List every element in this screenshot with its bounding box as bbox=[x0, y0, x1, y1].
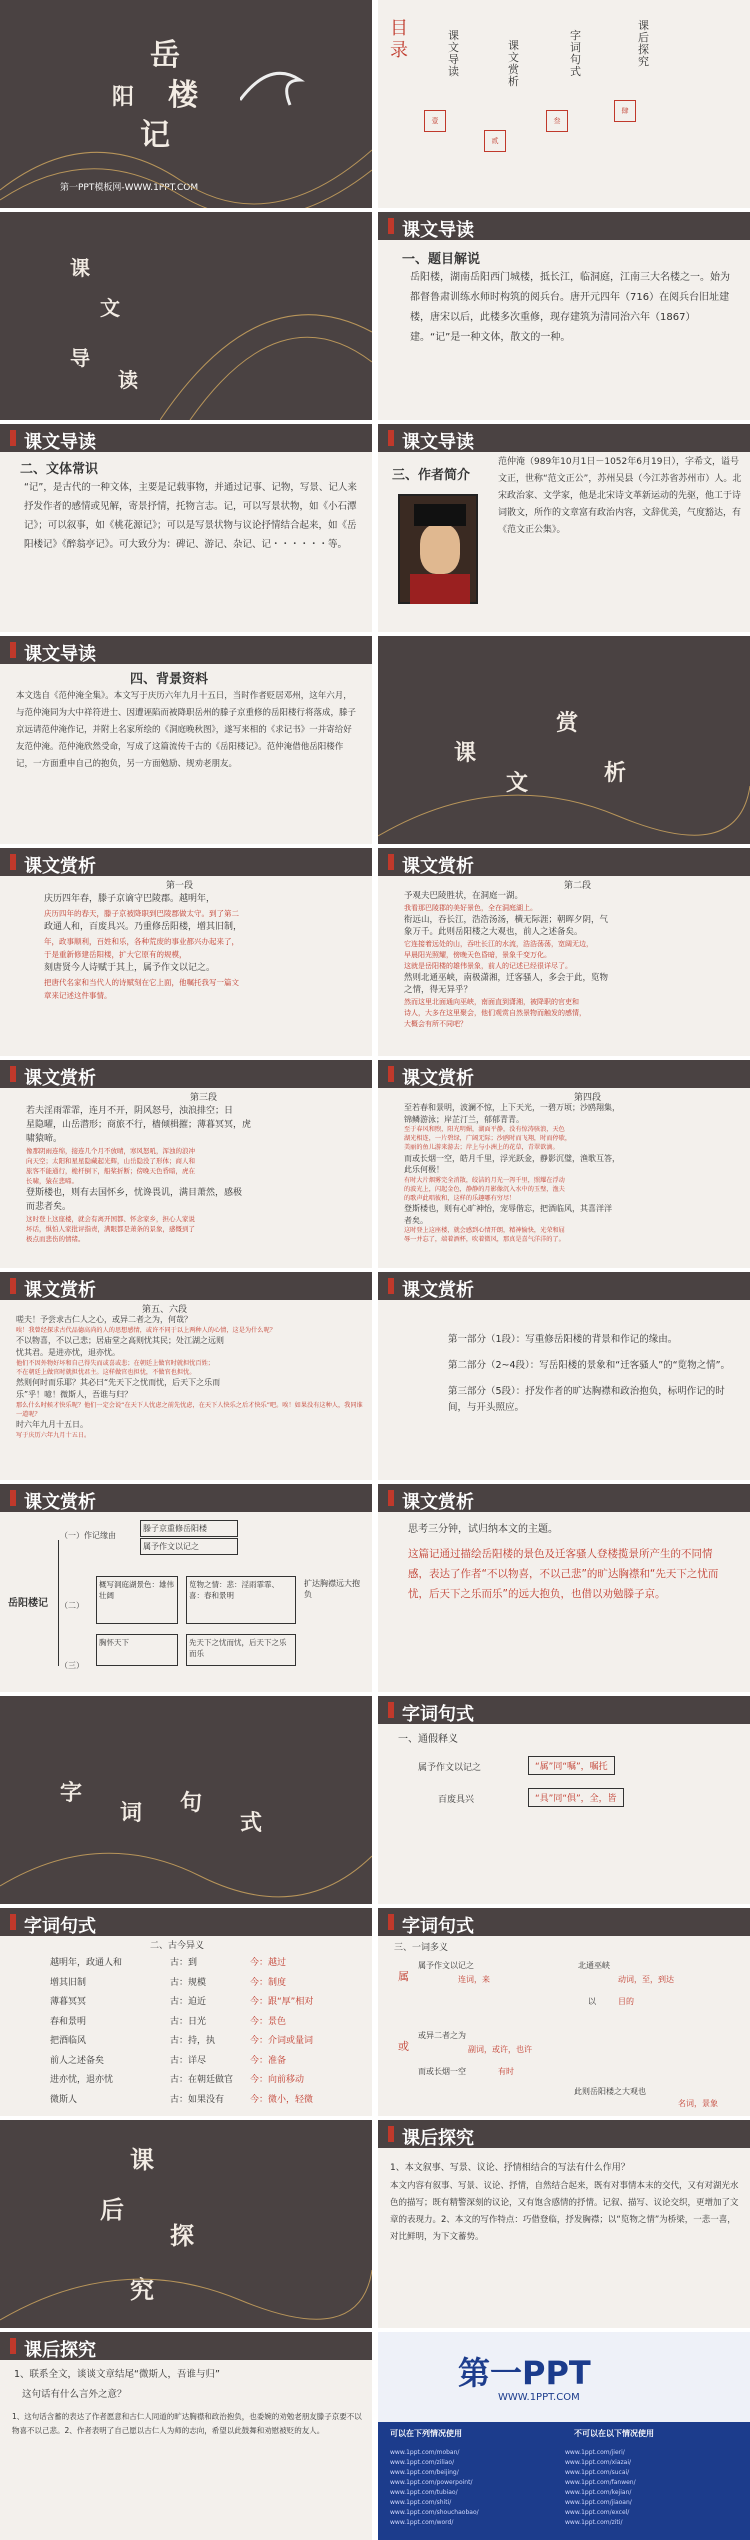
note-line: 至于春风和煦，阳光明媚，湖面平静，没有惊涛骇浪，天色 bbox=[404, 1126, 565, 1133]
row-modern: 今：制度 bbox=[250, 1977, 287, 1988]
slide-12[interactable] bbox=[378, 1060, 750, 1268]
row-modern: 今：准备 bbox=[250, 2055, 287, 2066]
answer-text: 1、这句话含蓄的表达了作者愿意和古仁人同道的旷达胸襟和政治抱负，也委婉的劝勉老朋友滕子京要不以物喜不以己悲。2、作者表明了自己愿以古仁人为师的志向，希望以此鼓舞和劝慰被贬的友人。 bbox=[12, 2412, 362, 2435]
text-line: 刻唐贤今人诗赋于其上，属予作文以记之。 bbox=[44, 963, 216, 973]
paragraph-heading: 第四段 bbox=[574, 1093, 602, 1103]
slide-header bbox=[378, 848, 750, 876]
note-line: 那么什么时候才快乐呢？他们一定会说“在天下人忧虑之前先忧虑，在天下人快乐之后才快乐”吧。唉！如果没有这种人，我同谁一道呢？ bbox=[16, 1402, 363, 1418]
note-line: 早晨阳光照耀，傍晚天色昏暗，景象千变万化。 bbox=[404, 950, 551, 959]
row-modern: 今：向前移动 bbox=[250, 2075, 305, 2085]
note-line: 像那阴雨连绵，接连几个月不放晴，寒风怒吼，浑浊的浪冲 bbox=[26, 1147, 195, 1155]
link[interactable]: www.1ppt.com/word/ bbox=[390, 2519, 454, 2526]
header-title: 课文导读 bbox=[24, 432, 96, 453]
slide-14[interactable] bbox=[378, 1272, 750, 1480]
text-line: 而悲者矣。 bbox=[26, 1202, 72, 1212]
title-char: 阳 bbox=[112, 84, 135, 110]
mindmap-branch: （二） bbox=[60, 1601, 84, 1610]
slide-1-cover[interactable] bbox=[0, 0, 372, 208]
section-heading: 三、一词多义 bbox=[394, 1943, 449, 1953]
structure-part: 第二部分（2~4段）：写岳阳楼的景象和“迁客骚人”的“览物之情”。 bbox=[448, 1360, 730, 1371]
slide-23[interactable] bbox=[0, 2332, 372, 2540]
slide-6[interactable] bbox=[378, 424, 750, 632]
link[interactable]: www.1ppt.com/xiazai/ bbox=[565, 2459, 632, 2466]
text-line: 乐”乎！噫！微斯人，吾谁与归？ bbox=[16, 1390, 133, 1399]
slide-8-section[interactable] bbox=[378, 636, 750, 844]
polysemy-meaning: 连词，来 bbox=[458, 1975, 490, 1984]
slide-2-toc[interactable] bbox=[378, 0, 750, 208]
header-title: 课文赏析 bbox=[24, 856, 96, 877]
link[interactable]: www.1ppt.com/excel/ bbox=[565, 2509, 630, 2516]
row-sentence: 春和景明 bbox=[50, 2016, 87, 2027]
toc-badge: 贰 bbox=[484, 130, 506, 152]
title-char: 记 bbox=[140, 118, 170, 153]
body-text: 岳阳楼，湖南岳阳西门城楼，抵长江，临洞庭，江南三大名楼之一。始为都督鲁肃训练水师时构筑的阅兵台。唐开元四年（716）在阅兵台旧址建楼，唐宋以后，此楼多次重修，现存建筑为清同治六年（1867）建。“记”是一种文体，散文的一种。 bbox=[410, 272, 730, 343]
note-line: 向天空；太阳和星星隐藏起光辉，山岳隐没了形体；商人和 bbox=[26, 1157, 195, 1165]
note-line: 坏话，惧怕人家批评指责，满眼都是萧条的景象，感慨到了 bbox=[26, 1225, 195, 1233]
link[interactable]: www.1ppt.com/ziti/ bbox=[565, 2519, 623, 2526]
toc-title: 目录 bbox=[390, 18, 408, 61]
polysemy-sentence: 或异二者之为 bbox=[418, 2031, 466, 2040]
panel-heading-left: 可以在下列情况使用 bbox=[390, 2429, 462, 2438]
text-line: 不以物喜，不以己悲；居庙堂之高则忧其民；处江湖之远则 bbox=[16, 1336, 224, 1345]
slide-header bbox=[378, 1696, 750, 1724]
mindmap-node: 胸怀天下 bbox=[96, 1634, 178, 1666]
link[interactable]: www.1ppt.com/beijing/ bbox=[390, 2469, 459, 2476]
polysemy-meaning: 动词，至，到达 bbox=[618, 1975, 674, 1984]
text-line: 嗟夫！予尝求古仁人之心，或异二者之为，何哉？ bbox=[16, 1315, 192, 1324]
mindmap-node: 览物之情：悲：淫雨霏霏、喜：春和景明 bbox=[186, 1576, 296, 1624]
wave-decoration-icon bbox=[0, 2230, 372, 2328]
title-char: 楼 bbox=[168, 78, 198, 113]
note-line: 把唐代名家和当代人的诗赋刻在它上面，他嘱托我写一篇文 bbox=[44, 978, 239, 987]
polysemy-sentence: 属予作文以记之 bbox=[418, 1961, 474, 1970]
paragraph-heading: 第一段 bbox=[166, 881, 194, 891]
table-row bbox=[50, 1954, 313, 1974]
text-line: 予观夫巴陵胜状，在洞庭一湖。 bbox=[404, 891, 524, 901]
section-heading: 三、作者简介 bbox=[392, 468, 471, 483]
slide-3-section[interactable] bbox=[0, 212, 372, 420]
text-line: 忧其君。是进亦忧，退亦忧。 bbox=[16, 1348, 120, 1357]
mindmap-node: 滕子京重修岳阳楼 bbox=[140, 1520, 238, 1537]
slide-24-ad[interactable] bbox=[378, 2332, 750, 2540]
section-char: 课 bbox=[70, 256, 90, 280]
slide-20[interactable] bbox=[378, 1908, 750, 2116]
mindmap-node: 属予作文以记之 bbox=[140, 1538, 238, 1555]
toc-item-1[interactable]: 课文导读 bbox=[448, 29, 459, 78]
text-line: 之情，得无异乎？ bbox=[404, 985, 473, 995]
link[interactable]: www.1ppt.com/ziliao/ bbox=[390, 2459, 455, 2466]
section-heading: 一、题目解说 bbox=[402, 252, 481, 267]
vocab-text: 百废具兴 bbox=[438, 1795, 475, 1805]
section-char: 析 bbox=[604, 760, 627, 786]
note-line: 长啸，猿在悲啼。 bbox=[26, 1177, 78, 1185]
note-line: 湖光相连，一片碧绿，广阔无际；沙鸥时而飞翔，时而停歇， bbox=[404, 1135, 572, 1143]
row-sentence: 增其旧制 bbox=[50, 1977, 87, 1988]
row-sentence: 微斯人 bbox=[50, 2094, 78, 2105]
answer-text: 本文内容有叙事、写景、议论、抒情，自然结合起来，既有对事情本末的交代，又有对湖光水色的描写；既有精警深刻的议论，又有饱含感情的抒情。记叙、描写、议论交织，更增加了文章的表现力。2、本文的写作特点：巧借登临，抒发胸襟；以“览物之情”为桥梁，一悲一喜，对比鲜明，为下文蓄势。 bbox=[390, 2181, 739, 2242]
slide-19[interactable] bbox=[0, 1908, 372, 2116]
row-ancient: 古：日光 bbox=[170, 2016, 207, 2027]
header-title: 课文赏析 bbox=[24, 1280, 96, 1301]
slide-header bbox=[378, 1908, 750, 1936]
cover-subtitle: 第一PPT模板网-WWW.1PPT.COM bbox=[60, 183, 199, 193]
body-text: 范仲淹（989年10月1日－1052年6月19日），字希文，谥号文正，世称“范文正公”，苏州吴县（今江苏省苏州市）人。北宋政治家、文学家，他是北宋诗文革新运动的先驱，他工于诗词散文，所作的文章富有政治内容，文辞优美，气度豁达，有《范文正公集》。 bbox=[498, 457, 742, 535]
text-line: 登斯楼也，则有去国怀乡，忧谗畏讥，满目萧然，感极 bbox=[26, 1188, 243, 1198]
header-title: 课文赏析 bbox=[402, 1068, 474, 1089]
polysemy-char: 或 bbox=[398, 2040, 409, 2053]
toc-item-3[interactable]: 字词句式 bbox=[570, 29, 581, 78]
text-line: 然则北通巫峡，南极潇湘，迁客骚人，多会于此，览物 bbox=[404, 972, 609, 983]
table-row bbox=[50, 1993, 313, 2013]
header-title: 课文赏析 bbox=[24, 1068, 96, 1089]
slide-header bbox=[378, 2120, 750, 2148]
mindmap-branch: （一）作记缘由 bbox=[60, 1531, 116, 1540]
row-ancient: 古：详尽 bbox=[170, 2055, 207, 2066]
question-text: 1、联系全文，谈谈文章结尾“微斯人，吾谁与归” bbox=[14, 2369, 220, 2380]
link[interactable]: www.1ppt.com/shouchaobao/ bbox=[390, 2509, 479, 2516]
note-line: 然而这里北面通向巫峡，南面直到潇湘，被降职的官吏和 bbox=[404, 997, 579, 1006]
row-sentence: 把酒临风 bbox=[50, 2036, 87, 2046]
section-char: 导 bbox=[70, 346, 90, 370]
slide-header bbox=[378, 212, 750, 240]
text-line: 而或长烟一空，皓月千里，浮光跃金，静影沉璧，渔歌互答， bbox=[404, 1153, 620, 1163]
note-line: 旅客不能通行，桅杆倒下，船桨折断；傍晚天色昏暗，虎在 bbox=[26, 1167, 195, 1175]
slide-header bbox=[0, 848, 372, 876]
slide-10[interactable] bbox=[378, 848, 750, 1056]
row-ancient: 古：如果没有 bbox=[170, 2094, 225, 2105]
slide-17-section[interactable] bbox=[0, 1696, 372, 1904]
text-line: 象万千。此则岳阳楼之大观也，前人之述备矣。 bbox=[404, 927, 583, 937]
slide-header bbox=[0, 2332, 372, 2360]
section-heading: 二、古今异义 bbox=[150, 1941, 205, 1951]
toc-badge: 肆 bbox=[614, 100, 636, 122]
note-line: 写于庆历六年九月十五日。 bbox=[16, 1432, 91, 1439]
slide-header bbox=[378, 424, 750, 452]
row-ancient: 古：到 bbox=[170, 1958, 198, 1968]
table-row bbox=[50, 2052, 313, 2072]
text-line: 衔远山，吞长江，浩浩汤汤，横无际涯；朝晖夕阴，气 bbox=[404, 914, 609, 925]
link[interactable]: www.1ppt.com/powerpoint/ bbox=[390, 2479, 473, 2486]
mindmap-node: 概写洞庭湖景色：雄伟壮阔 bbox=[96, 1576, 178, 1624]
row-modern: 今：景色 bbox=[250, 2016, 287, 2027]
wave-decoration-icon bbox=[0, 100, 372, 208]
slide-11[interactable] bbox=[0, 1060, 372, 1268]
section-heading: 四、背景资料 bbox=[130, 672, 209, 687]
section-char: 课 bbox=[454, 740, 477, 766]
text-line: 此乐何极！ bbox=[404, 1165, 444, 1175]
slide-header bbox=[378, 1060, 750, 1088]
header-title: 课文赏析 bbox=[402, 856, 474, 877]
slide-15-mindmap[interactable] bbox=[0, 1484, 372, 1692]
structure-part: 第一部分（1段）：写重修岳阳楼的背景和作记的缘由。 bbox=[448, 1334, 678, 1345]
text-line: 至若春和景明，波澜不惊，上下天光，一碧万顷；沙鸥翔集， bbox=[404, 1103, 620, 1112]
note-line: 美丽的鱼儿游来游去；岸上与小洲上的花草，青翠欲滴。 bbox=[404, 1144, 559, 1152]
section-heading: 二、文体常识 bbox=[20, 462, 99, 477]
table-row bbox=[50, 1974, 313, 1994]
note-line: 这时登上这座楼，就会感到心情开朗，精神愉快，光荣和屈 bbox=[404, 1227, 565, 1235]
note-line: 不在朝廷上做官时就担忧君主。这样做官也担忧，不做官也担忧。 bbox=[16, 1369, 196, 1376]
title-char: 岳 bbox=[150, 38, 180, 73]
note-line: 大概会有所不同吧？ bbox=[404, 1019, 467, 1028]
table-row bbox=[50, 2071, 313, 2091]
header-title: 课后探究 bbox=[24, 2340, 96, 2361]
slide-4[interactable] bbox=[378, 212, 750, 420]
link[interactable]: www.1ppt.com/jieri/ bbox=[565, 2449, 625, 2456]
note-line: 极点而悲伤的情绪。 bbox=[26, 1235, 85, 1243]
section-char: 式 bbox=[240, 1810, 263, 1836]
note-line: 辱一并忘了，端着酒杯，吹着微风，那真是喜气洋洋的了。 bbox=[404, 1236, 565, 1244]
note-line: 唉！我曾经探求古代品德高尚的人的思想感情，或许不同于以上两种人的心情，这是为什么呢？ bbox=[16, 1327, 276, 1334]
toc-item-2[interactable]: 课文赏析 bbox=[508, 39, 519, 88]
body-text: 本文选自《范仲淹全集》。本文写于庆历六年九月十五日，当时作者贬居邓州，这年六月，与范仲淹同为大中祥符进士、因遭诬陷而被降职岳州的滕子京重修的岳阳楼行将落成，滕子京远请范仲淹作记，并附上名家所绘的《洞庭晚秋图》，遂写来相的《求记书》一并寄给好友范仲淹。范仲淹欣然受命，写成了这篇流传千古的《岳阳楼记》。范仲淹借他岳阳楼作记，一方面重申自己的抱负，另一方面勉励、规劝老朋友。 bbox=[16, 691, 357, 769]
note-line: 我看那巴陵郡的美好景色，全在洞庭湖上。 bbox=[404, 903, 537, 912]
link[interactable]: www.1ppt.com/moban/ bbox=[390, 2449, 460, 2456]
header-title: 课文赏析 bbox=[402, 1280, 474, 1301]
header-title: 课文赏析 bbox=[24, 1492, 96, 1513]
section-char: 词 bbox=[120, 1800, 143, 1826]
slide-22[interactable] bbox=[378, 2120, 750, 2328]
answer-text: 这篇记通过描绘岳阳楼的景色及迁客骚人登楼揽景所产生的不同情感，表达了作者“不以物喜，不以己悲”的旷达胸襟和“先天下之忧而忧，后天下之乐而乐”的远大抱负，也借以劝勉滕子京。 bbox=[408, 1548, 719, 1600]
text-line: 若夫淫雨霏霏，连月不开，阴风怒号，浊浪排空；日 bbox=[26, 1106, 234, 1116]
section-char: 后 bbox=[100, 2195, 124, 2224]
connector bbox=[58, 1540, 59, 1666]
section-char: 文 bbox=[506, 770, 529, 796]
slide-5[interactable] bbox=[0, 424, 372, 632]
text-line: 锦鳞游泳；岸芷汀兰，郁郁青青。 bbox=[404, 1114, 524, 1124]
header-title: 字词句式 bbox=[402, 1704, 474, 1725]
row-modern: 今：越过 bbox=[250, 1958, 287, 1968]
toc-badge: 叁 bbox=[546, 110, 568, 132]
question-text: 思考三分钟，试归纳本文的主题。 bbox=[408, 1524, 558, 1535]
vocab-note: “具”同“俱”，全，皆 bbox=[528, 1788, 624, 1807]
polysemy-char: 属 bbox=[398, 1970, 409, 1983]
slide-9[interactable] bbox=[0, 848, 372, 1056]
mindmap-branch: （三） bbox=[60, 1661, 84, 1670]
text-line: 星隐曜，山岳潜形；商旅不行，樯倾楫摧；薄暮冥冥，虎 bbox=[26, 1120, 252, 1130]
text-line: 庆历四年春，滕子京谪守巴陵郡。越明年， bbox=[44, 894, 216, 904]
question-text: 这句话有什么言外之意？ bbox=[22, 2389, 127, 2400]
note-line: 年，政事顺利，百姓和乐，各种荒废的事业都兴办起来了， bbox=[44, 937, 239, 946]
polysemy-char: 以 bbox=[588, 1997, 596, 2006]
section-heading: 一、通假释义 bbox=[398, 1734, 458, 1745]
row-sentence: 薄暮冥冥 bbox=[50, 1997, 87, 2007]
note-line: 它连接着远处的山，吞吐长江的水流，浩浩荡荡，宽阔无边， bbox=[404, 939, 593, 948]
polysemy-meaning: 有时 bbox=[498, 2067, 514, 2076]
link[interactable]: www.1ppt.com/jiaoan/ bbox=[565, 2499, 632, 2506]
header-title: 字词句式 bbox=[402, 1916, 474, 1937]
slide-header bbox=[0, 1908, 372, 1936]
vocab-table bbox=[50, 1954, 313, 2110]
note-line: 章来记述这件事情。 bbox=[44, 991, 112, 1000]
slide-16[interactable] bbox=[378, 1484, 750, 1692]
row-ancient: 古：在朝廷做官 bbox=[170, 2075, 234, 2085]
text-line: 政通人和，百废具兴。乃重修岳阳楼，增其旧制， bbox=[44, 922, 243, 932]
polysemy-meaning: 目的 bbox=[618, 1997, 634, 2006]
slide-header bbox=[378, 1272, 750, 1300]
slide-header bbox=[0, 1484, 372, 1512]
paragraph-heading: 第五、六段 bbox=[142, 1305, 188, 1315]
link[interactable]: www.1ppt.com/shiti/ bbox=[390, 2499, 452, 2506]
panel-heading-right: 不可以在以下情况使用 bbox=[574, 2429, 654, 2438]
header-title: 字词句式 bbox=[24, 1916, 96, 1937]
section-char: 探 bbox=[170, 2221, 194, 2250]
note-line: 的歌声此唱彼和，这样的乐趣哪有穷尽！ bbox=[404, 1195, 516, 1203]
vocab-text: 属予作文以记之 bbox=[418, 1763, 482, 1773]
section-char: 文 bbox=[100, 296, 120, 320]
row-modern: 今：介词或量词 bbox=[250, 2036, 314, 2046]
text-line: 时六年九月十五日。 bbox=[16, 1420, 88, 1429]
note-line: 这就是岳阳楼的雄伟景象，前人的记述已经很详尽了。 bbox=[404, 961, 572, 970]
slide-header bbox=[0, 1060, 372, 1088]
row-modern: 今：微小，轻微 bbox=[250, 2094, 314, 2105]
row-ancient: 古：规模 bbox=[170, 1977, 207, 1988]
polysemy-meaning: 副词，或许，也许 bbox=[468, 2045, 532, 2054]
text-line: 然则何时而乐耶？其必曰“先天下之忧而忧，后天下之乐而 bbox=[16, 1378, 221, 1387]
mindmap-node: 先天下之忧而忧，后天下之乐而乐 bbox=[186, 1634, 296, 1666]
mindmap-root: 岳阳楼记 bbox=[8, 1598, 48, 1609]
paragraph-heading: 第二段 bbox=[564, 881, 592, 891]
note-line: 他们不因外物好坏和自己得失而或喜或悲；在朝廷上做官时就担忧百姓； bbox=[16, 1360, 214, 1367]
slide-header bbox=[0, 1272, 372, 1300]
mindmap-summary: 扩达胸襟远大抱负 bbox=[304, 1579, 360, 1599]
note-line: 诗人，大多在这里聚会，他们观赏自然景物而触发的感情， bbox=[404, 1008, 586, 1017]
section-char: 读 bbox=[118, 368, 138, 392]
link[interactable]: www.1ppt.com/sucai/ bbox=[565, 2469, 630, 2476]
header-title: 课文赏析 bbox=[402, 1492, 474, 1513]
note-line: 有时大片烟雾完全消散，皎洁的月光一泻千里，照耀在浮动 bbox=[404, 1176, 565, 1184]
toc-item-4[interactable]: 课后探究 bbox=[638, 19, 649, 68]
note-line: 的波光上，闪起金色，静静的月影像沉入水中的玉璧，渔夫 bbox=[404, 1185, 565, 1193]
slide-13[interactable] bbox=[0, 1272, 372, 1480]
section-char: 字 bbox=[60, 1780, 83, 1806]
polysemy-sentence: 此则岳阳楼之大观也 bbox=[574, 2087, 646, 2096]
header-title: 课文导读 bbox=[24, 644, 96, 665]
text-line: 登斯楼也，则有心旷神怡，宠辱偕忘，把酒临风，其喜洋洋 bbox=[404, 1204, 612, 1214]
section-char: 课 bbox=[130, 2145, 154, 2174]
vocab-note: “属”同“嘱”，嘱托 bbox=[528, 1756, 615, 1775]
header-title: 课文导读 bbox=[402, 220, 474, 241]
link[interactable]: www.1ppt.com/tubiao/ bbox=[390, 2489, 458, 2496]
slide-header bbox=[0, 636, 372, 664]
table-row bbox=[50, 2013, 313, 2033]
section-char: 句 bbox=[180, 1790, 203, 1816]
note-line: 这时登上这座楼，就会有离开国都、怀念家乡，担心人家说 bbox=[26, 1215, 195, 1223]
slide-header bbox=[0, 424, 372, 452]
brand-logo: 第一PPT bbox=[458, 2354, 591, 2392]
wave-decoration-icon bbox=[378, 756, 750, 844]
paragraph-heading: 第三段 bbox=[190, 1093, 218, 1103]
note-line: 庆历四年的春天，滕子京被降职到巴陵郡做太守。到了第二 bbox=[44, 909, 239, 918]
header-title: 课文导读 bbox=[402, 432, 474, 453]
row-sentence: 越明年，政通人和 bbox=[50, 1958, 123, 1968]
link-list bbox=[390, 2448, 740, 2528]
row-modern: 今：跟“厚”相对 bbox=[250, 1997, 314, 2007]
header-title: 课后探究 bbox=[402, 2128, 474, 2149]
section-char: 究 bbox=[130, 2275, 154, 2304]
row-sentence: 进亦忧，退亦忧 bbox=[50, 2075, 114, 2085]
note-line: 于是重新修建岳阳楼，扩大它原有的规模， bbox=[44, 950, 187, 959]
polysemy-sentence: 北通巫峡 bbox=[578, 1961, 610, 1970]
row-sentence: 前人之述备矣 bbox=[50, 2055, 105, 2066]
toc-badge: 壹 bbox=[424, 110, 446, 132]
text-line: 者矣。 bbox=[404, 1215, 428, 1225]
link[interactable]: www.1ppt.com/kejian/ bbox=[565, 2489, 632, 2496]
structure-part: 第三部分（5段）：抒发作者的旷达胸襟和政治抱负，标明作记的时间，与开头照应。 bbox=[448, 1386, 725, 1413]
slide-21-section[interactable] bbox=[0, 2120, 372, 2328]
question-text: 1、本文叙事、写景、议论、抒情相结合的写法有什么作用？ bbox=[390, 2163, 630, 2173]
slide-header bbox=[378, 1484, 750, 1512]
slide-7[interactable] bbox=[0, 636, 372, 844]
text-line: 啸猿啼。 bbox=[26, 1134, 63, 1144]
wave-decoration-icon bbox=[160, 212, 372, 420]
polysemy-meaning: 名词，景象 bbox=[678, 2099, 718, 2108]
author-portrait bbox=[398, 494, 478, 604]
wave-decoration-icon bbox=[0, 1826, 372, 1904]
body-text: “记”，是古代的一种文体，主要是记载事物，并通过记事、记物，写景、记人来抒发作者的感情或见解，寄景抒情，托物言志。记，可以写景状物，如《小石潭记》；可以叙事，如《桃花源记》；可以是写景状物与议论抒情结合起来，如《岳阳楼记》《醉翁亭记》。可大致分为：碑记、游记、杂记、记・・・・・・等。 bbox=[24, 482, 357, 550]
link[interactable]: www.1ppt.com/fanwen/ bbox=[565, 2479, 636, 2486]
brand-url[interactable]: WWW.1PPT.COM bbox=[498, 2392, 580, 2403]
section-char: 赏 bbox=[556, 710, 579, 736]
polysemy-sentence: 而或长烟一空 bbox=[418, 2067, 466, 2076]
row-ancient: 古：迫近 bbox=[170, 1997, 207, 2007]
table-row bbox=[50, 2032, 313, 2052]
table-row bbox=[50, 2091, 313, 2111]
row-ancient: 古：持，执 bbox=[170, 2036, 216, 2046]
slide-18[interactable] bbox=[378, 1696, 750, 1904]
